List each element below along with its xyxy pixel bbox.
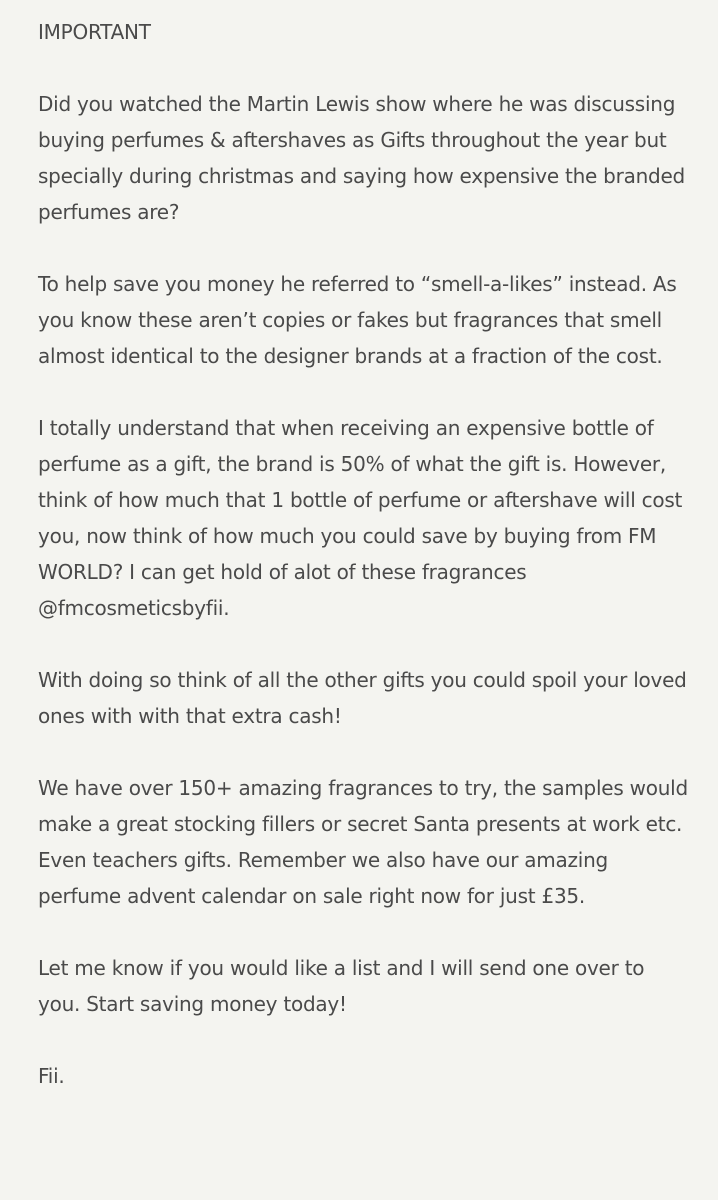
note-paragraph-call-to-action: Let me know if you would like a list and I will send one over to you. Start saving money today! bbox=[38, 956, 645, 1016]
note-paragraph-brand-cost: I totally understand that when receiving an expensive bottle of perfume as a gift, the brand is 50% of what the gift is. However, think of how much that 1 bottle of perfume or aftershave will cost you, now think of how much you could save by buying from FM WORLD? I can get hold of alot of these fragrances @fmcosmeticsbyfii. bbox=[38, 416, 683, 620]
note-paragraph-smell-a-likes: To help save you money he referred to “smell-a-likes” instead. As you know these aren’t copies or fakes but fragrances that smell almost identical to the designer brands at a fraction of the cost. bbox=[38, 272, 677, 368]
note-heading: IMPORTANT bbox=[38, 20, 151, 44]
note-signature: Fii. bbox=[38, 1064, 65, 1088]
note-paragraph-extra-cash: With doing so think of all the other gifts you could spoil your loved ones with with that extra cash! bbox=[38, 668, 687, 728]
note-paragraph-martin-lewis: Did you watched the Martin Lewis show where he was discussing buying perfumes & aftershaves as Gifts throughout the year but specially during christmas and saying how expensive the branded perfumes are? bbox=[38, 92, 685, 224]
note-paragraph-fragrances-offer: We have over 150+ amazing fragrances to try, the samples would make a great stocking fillers or secret Santa presents at work etc. Even teachers gifts. Remember we also have our amazing perfume advent calendar on sale right now for just £35. bbox=[38, 776, 688, 908]
